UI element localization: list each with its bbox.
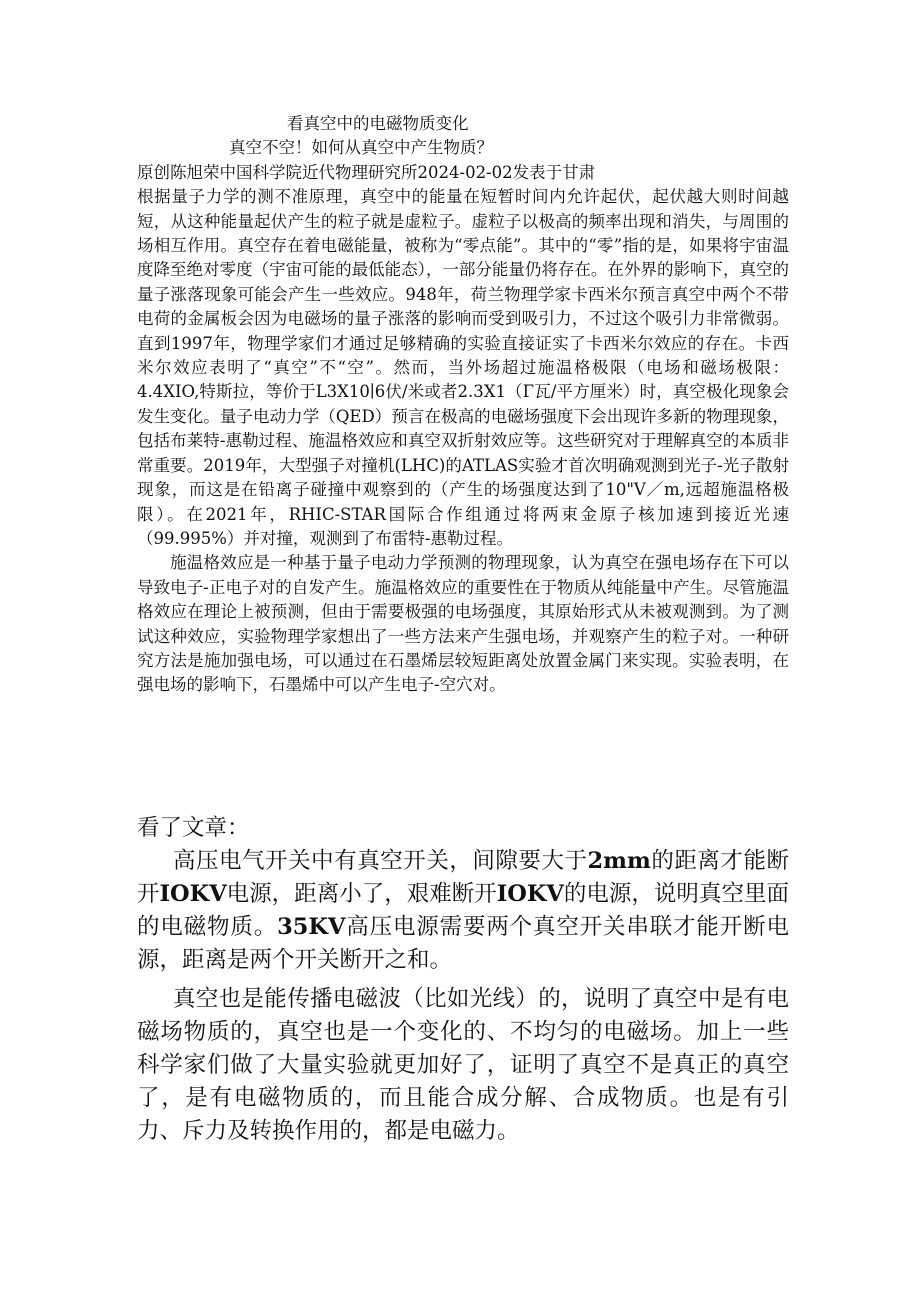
commentary-text: 电源，距离小了，艰难断开 xyxy=(226,881,497,907)
article-section xyxy=(137,112,789,698)
commentary-heading: 看了文章： xyxy=(137,815,250,841)
commentary-bold-value: IOKV xyxy=(159,881,227,907)
commentary-section xyxy=(137,812,789,1148)
commentary-text: 高压电气开关中有真空开关，间隙要大于 xyxy=(173,848,588,874)
commentary-bold-value: IOKV xyxy=(496,881,564,907)
commentary-paragraph xyxy=(137,845,789,977)
commentary-bold-value: 2mm xyxy=(587,848,651,874)
article-byline: 原创陈旭荣中国科学院近代物理研究所2024-02-02发表于甘肃 xyxy=(137,162,596,182)
article-title: 看真空中的电磁物质变化 xyxy=(287,114,469,133)
article-paragraph: 根据量子力学的测不准原理，真空中的能量在短暂时间内允许起伏，起伏越大则时间越短，从这种能量起伏产生的粒子就是虚粒子。虚粒子以极高的频率出现和消失，与周围的场相互作用。真空存在着电磁能量，被称为“零点能”。其中的“零”指的是，如果将宇宙温度降至绝对零度（宇宙可能的最低能态），一部分能量仍将存在。在外界的影响下，真空的量子涨落现象可能会产生一些效应。948年，荷兰物理学家卡西米尔预言真空中两个不带电荷的金属板会因为电磁场的量子涨落的影响而受到吸引力，不过这个吸引力非常微弱。直到1997年，物理学家们才通过足够精确的实验直接证实了卡西米尔效应的存在。卡西米尔效应表明了“真空”不“空”。然而，当外场超过施温格极限（电场和磁场极限：4.4XIO,特斯拉，等价于L3X10∣6伏/米或者2.3X1（Γ瓦/平方厘米）时，真空极化现象会发生变化。量子电动力学（QED）预言在极高的电磁场强度下会出现许多新的物理现象，包括布莱特-惠勒过程、施温格效应和真空双折射效应等。这些研究对于理解真空的本质非常重要。2019年，大型强子对撞机(LHC)的ATLAS实验才首次明确观测到光子-光子散射现象，而这是在铅离子碰撞中观察到的（产生的场强度达到了10"V／m,远超施温格极限）。在2021年，RHIC-STAR国际合作组通过将两束金原子核加速到接近光速（99.995%）并对撞，观测到了布雷特-惠勒过程。 xyxy=(137,187,789,548)
commentary-bold-value: 35KV xyxy=(277,914,346,940)
commentary-text: 的距离才能断开 xyxy=(137,848,789,907)
article-subtitle: 真空不空！如何从真空中产生物质？ xyxy=(229,138,493,158)
commentary-text: 的电源，说明真空里面的电磁物质。 xyxy=(137,881,789,940)
commentary-text: 高压电源需要两个真空开关串联才能开断电源，距离是两个开关断开之和。 xyxy=(137,914,789,973)
article-paragraph: 施温格效应是一种基于量子电动力学预测的物理现象，认为真空在强电场存在下可以导致电子-正电子对的自发产生。施温格效应的重要性在于物质从纯能量中产生。尽管施温格效应在理论上被预测，但由于需要极强的电场强度，其原始形式从未被观测到。为了测试这种效应，实验物理学家想出了一些方法来产生强电场，并观察产生的粒子对。一种研究方法是施加强电场，可以通过在石墨烯层较短距离处放置金属门来实现。实验表明，在强电场的影响下，石墨烯中可以产生电子-空穴对。 xyxy=(137,553,789,695)
commentary-paragraph: 真空也是能传播电磁波（比如光线）的，说明了真空中是有电磁场物质的，真空也是一个变化的、不均匀的电磁场。加上一些科学家们做了大量实验就更加好了，证明了真空不是真正的真空了，是有电磁物质的，而且能合成分解、合成物质。也是有引力、斥力及转换作用的，都是电磁力。 xyxy=(137,986,789,1144)
